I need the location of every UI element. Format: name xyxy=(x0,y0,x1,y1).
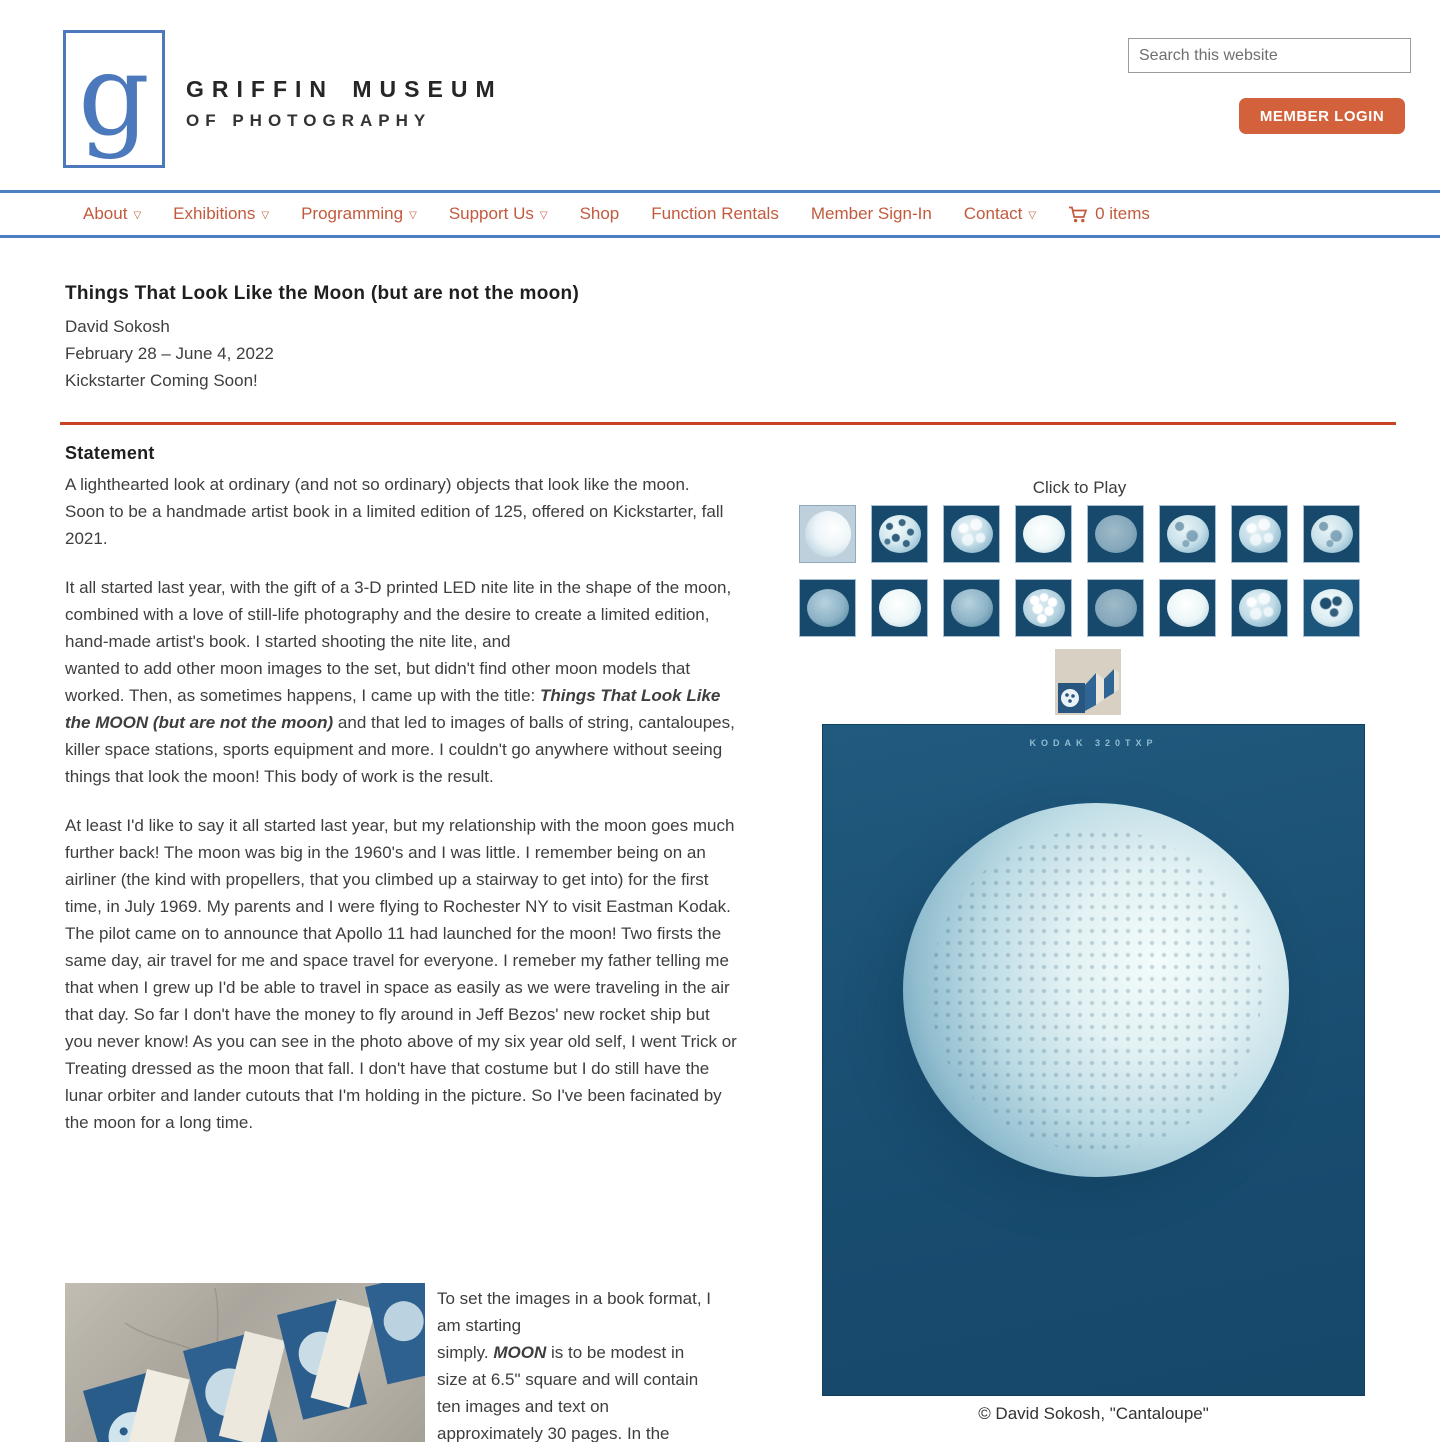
nav-item-contact[interactable]: Contact ▽ xyxy=(963,204,1037,223)
book-format-paragraph: To set the images in a book format, I am starting simply. MOON is to be modest in size at 6.5" square and will contain ten images and text on approximately 30 pages. In the xyxy=(437,1289,712,1442)
nav-item-cart[interactable] xyxy=(1068,204,1150,224)
nav-item-support-us[interactable]: Support Us ▽ xyxy=(448,204,548,223)
exhibition-artist: David Sokosh xyxy=(65,317,170,336)
section-divider xyxy=(60,422,1396,425)
statement-paragraph-1: A lighthearted look at ordinary (and not so ordinary) objects that look like the moon. Soon to be a handmade artist book in a limited edition of 125, offered on Kickstarter, fall 2021. xyxy=(65,475,724,548)
thumbnail-accordion-book[interactable] xyxy=(1055,649,1121,715)
nav-item-shop[interactable]: Shop xyxy=(579,204,620,223)
thumbnail-moon-03[interactable] xyxy=(943,505,1000,563)
dropdown-arrow-icon: ▽ xyxy=(539,209,548,221)
film-edge-text: KODAK 320TXP xyxy=(1029,738,1158,748)
logo-g-glyph: g xyxy=(78,31,150,161)
accordion-book-photo[interactable] xyxy=(65,1283,425,1442)
brand-line1: GRIFFIN MUSEUM xyxy=(186,76,503,102)
thumbnail-moon-06[interactable] xyxy=(1159,505,1216,563)
nav-item-member-sign-in[interactable]: Member Sign-In xyxy=(810,204,932,223)
thumbnail-moon-15[interactable] xyxy=(1231,579,1288,637)
exhibition-title: Things That Look Like the Moon (but are not the moon) xyxy=(65,283,580,304)
book-title-emphasis: MOON xyxy=(493,1343,547,1362)
cantaloupe-sphere xyxy=(903,803,1289,1177)
thumbnail-moon-11[interactable] xyxy=(943,579,1000,637)
thumbnail-moon-07[interactable] xyxy=(1231,505,1288,563)
thumbnail-moon-05[interactable] xyxy=(1087,505,1144,563)
exhibition-dates: February 28 – June 4, 2022 xyxy=(65,344,274,363)
thumbnail-moon-04[interactable] xyxy=(1015,505,1072,563)
statement-title-emphasis: Things That Look Like the MOON (but are not the moon) xyxy=(65,686,721,732)
dropdown-arrow-icon: ▽ xyxy=(1028,209,1037,221)
click-to-play-label[interactable]: Click to Play xyxy=(1032,478,1127,497)
exhibition-note: Kickstarter Coming Soon! xyxy=(65,371,258,390)
thumbnail-moon-01[interactable] xyxy=(799,505,856,563)
artwork-caption: © David Sokosh, "Cantaloupe" xyxy=(978,1404,1209,1423)
thumbnail-moon-10[interactable] xyxy=(871,579,928,637)
main-navigation xyxy=(0,190,1440,238)
statement-heading: Statement xyxy=(65,443,155,463)
thumbnail-moon-08[interactable] xyxy=(1303,505,1360,563)
cart-count-label: 0 items xyxy=(1095,204,1150,223)
thumbnail-moon-13[interactable] xyxy=(1087,579,1144,637)
nav-item-about[interactable]: About ▽ xyxy=(83,204,142,223)
member-login-button[interactable]: MEMBER LOGIN xyxy=(1239,98,1405,134)
dropdown-arrow-icon: ▽ xyxy=(133,209,142,221)
thumbnail-moon-02[interactable] xyxy=(871,505,928,563)
nav-item-programming[interactable]: Programming ▽ xyxy=(301,204,417,223)
brand-line2: OF PHOTOGRAPHY xyxy=(186,111,432,130)
search-input[interactable] xyxy=(1128,38,1411,73)
thumbnail-moon-16[interactable] xyxy=(1303,579,1360,637)
accordion-book-illustration xyxy=(65,1283,425,1442)
statement-paragraph-3: At least I'd like to say it all started last year, but my relationship with the moon goes much further back! The moon was big in the 1960's and I was little. I remember being on an airliner (the kind with propellers, that you climbed up a stairway to get into) for the first time, in July 1969. My parents and I were flying to Rochester NY to visit Eastman Kodak. The pilot came on to announce that Apollo 11 had launched for the moon! Two firsts the same day, air travel for me and space travel for everyone. I remeber my father telling me that when I grew up I'd be able to travel in space as easily as we were traveling in the air that day. So far I don't have the money to fly around in Jeff Bezos' new rocket ship but you never know! As you can see in the photo above of my six year old self, I went Trick or Treating dressed as the moon that fall. I don't have that costume but I do still have the lunar orbiter and lander cutouts that I'm holding in the picture. So I've been facinated by the moon for a long time. xyxy=(65,816,737,1132)
museum-logo[interactable] xyxy=(63,30,165,168)
exhibition-header xyxy=(65,283,865,394)
nav-item-exhibitions[interactable]: Exhibitions ▽ xyxy=(173,204,270,223)
statement-paragraph-2: It all started last year, with the gift of a 3-D printed LED nite lite in the shape of the moon, combined with a love of still-life photography and the desire to create a limited edition, hand-made artist's book. I started shooting the nite lite, and wanted to add other moon images to the set, but didn't find other moon models that worked. Then, as sometimes happens, I came up with the title: Things That Look Like the MOON (but are not the moon) and that led to images of balls of string, cantaloupes, killer space stations, sports equipment and more. I couldn't go anywhere without seeing things that look the moon! This body of work is the result. xyxy=(65,578,735,786)
dropdown-arrow-icon: ▽ xyxy=(409,209,417,221)
featured-artwork-cantaloupe[interactable] xyxy=(822,724,1365,1396)
statement-section xyxy=(65,443,737,1158)
thumbnail-moon-14[interactable] xyxy=(1159,579,1216,637)
cart-icon xyxy=(1068,206,1088,223)
brand-text[interactable] xyxy=(186,76,503,131)
accordion-book-mini-icon xyxy=(1055,649,1121,715)
thumbnail-moon-09[interactable] xyxy=(799,579,856,637)
thumbnail-moon-12[interactable] xyxy=(1015,579,1072,637)
exhibition-meta xyxy=(65,313,865,394)
nav-item-function-rentals[interactable]: Function Rentals xyxy=(651,204,779,223)
dropdown-arrow-icon: ▽ xyxy=(261,209,270,221)
moon-thumbnail-grid xyxy=(799,505,1360,637)
